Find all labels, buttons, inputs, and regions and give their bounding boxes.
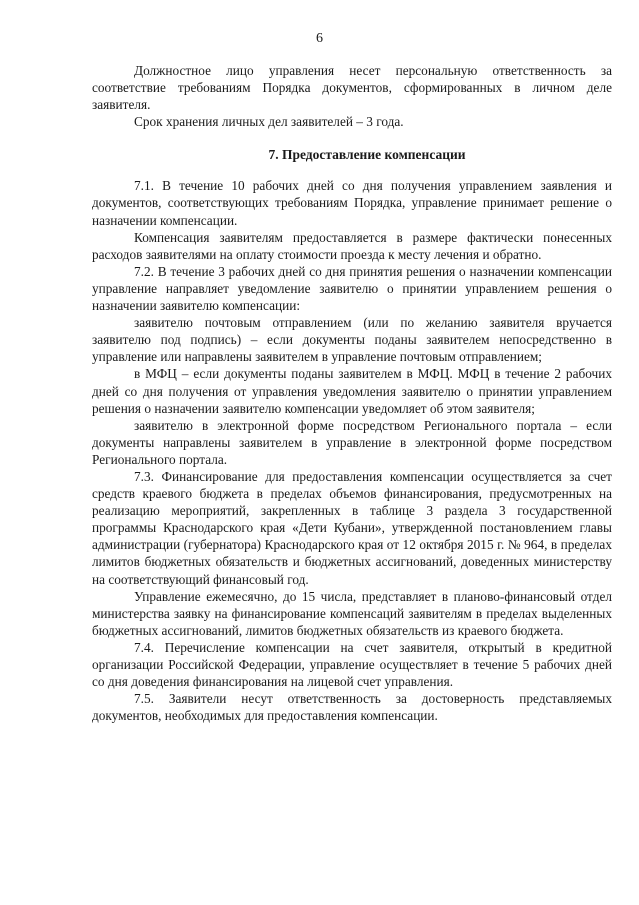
paragraph-7-1: 7.1. В течение 10 рабочих дней со дня получения управлением заявления и документов, соответствующих требованиям Порядка, управление принимает решение о назначении компенсации.	[92, 178, 612, 228]
paragraph-mfc-notice: в МФЦ – если документы поданы заявителем в МФЦ. МФЦ в течение 2 рабочих дней со дня получения от управления уведомления заявителю о принятии управлением решения о назначении заявителю компенсации уведомляет об этом заявителя;	[92, 366, 612, 416]
paragraph-7-4: 7.4. Перечисление компенсации на счет заявителя, открытый в кредитной организации Российской Федерации, управление осуществляет в течение 5 рабочих дней со дня доведения финансирования на лицевой счет управления.	[92, 639, 612, 690]
paragraph-7-3: 7.3. Финансирование для предоставления компенсации осуществляется за счет средств краевого бюджета в пределах объемов финансирования, предусмотренных на реализацию мероприятий, закрепленных в таблице 3 раздела 3 государственной программы Краснодарского края «Дети Кубани», утвержденной постановлением главы администрации (губернатора) Краснодарского края от 12 октября 2015 г. № 964, в пределах лимитов бюджетных обязательств и бюджетных ассигнований, доведенных министерству на соответствующий финансовый год.	[92, 468, 612, 587]
paragraph-responsibility: Должностное лицо управления несет персональную ответственность за соответствие требованиям Порядка документов, сформированных в личном деле заявителя.	[92, 63, 612, 113]
section-title: 7. Предоставление компенсации	[268, 147, 466, 163]
paragraph-7-2: 7.2. В течение 3 рабочих дней со дня принятия решения о назначении компенсации управление направляет уведомление заявителю о принятии управлением решения о назначении заявителю компенсации:	[92, 263, 612, 314]
paragraph-7-5: 7.5. Заявители несут ответственность за достоверность представляемых документов, необходимых для предоставления компенсации.	[92, 691, 612, 724]
document-body	[92, 62, 612, 724]
paragraph-compensation-amount: Компенсация заявителям предоставляется в размере фактически понесенных расходов заявителями на оплату стоимости проезда к месту лечения и обратно.	[92, 229, 612, 262]
paragraph-electronic-notice: заявителю в электронной форме посредством Регионального портала – если документы направлены заявителем в управление в электронной форме посредством Регионального портала.	[92, 417, 612, 467]
page-number: 6	[316, 31, 323, 46]
paragraph-monthly-request: Управление ежемесячно, до 15 числа, представляет в планово-финансовый отдел министерства заявку на финансирование компенсаций заявителям в пределах выделенных бюджетных ассигнований, лимитов бюджетных обязательств из краевого бюджета.	[92, 588, 612, 638]
paragraph-postal-notice: заявителю почтовым отправлением (или по желанию заявителя вручается заявителю под подпись) – если документы поданы заявителем непосредственно в управление или направлены заявителем в управление почтовым отправлением;	[92, 315, 612, 365]
paragraph-storage-term: Срок хранения личных дел заявителей – 3 года.	[134, 114, 404, 130]
